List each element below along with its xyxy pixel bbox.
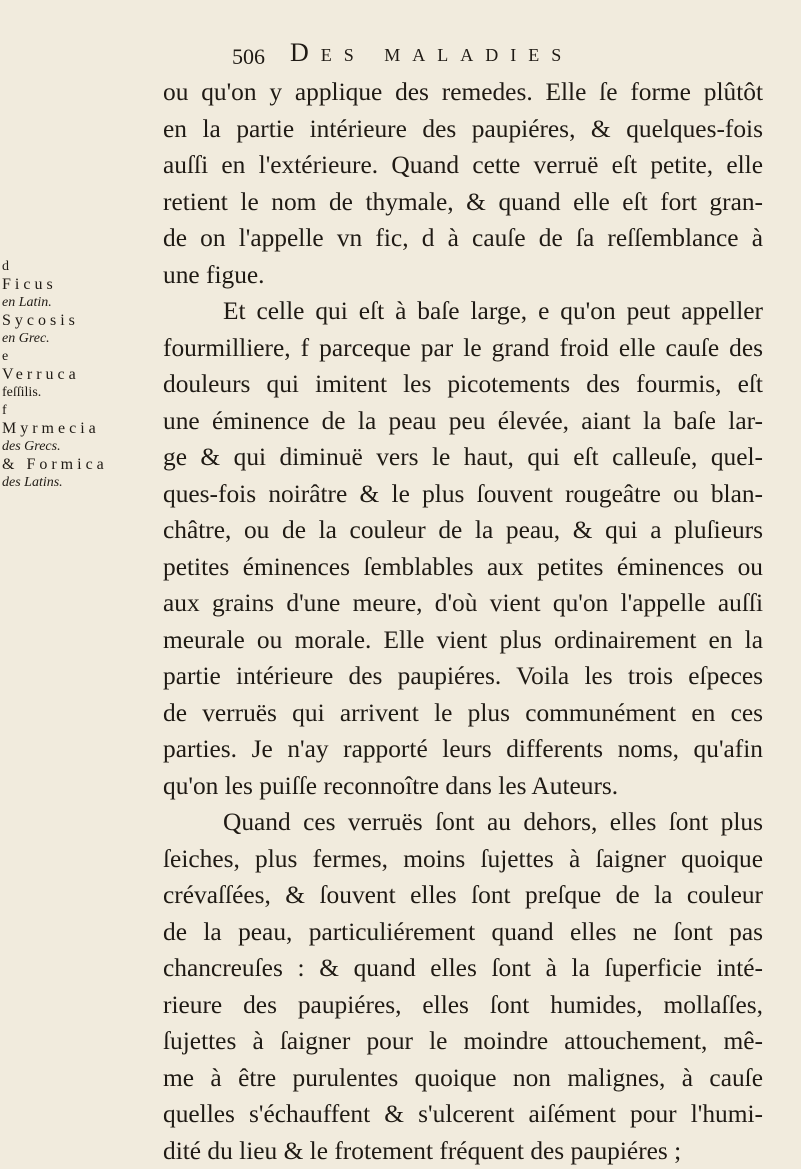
margin-notes bbox=[2, 258, 132, 492]
text-line: auſſi en l'extérieure. Quand cette verruë eſt petite, elle bbox=[163, 147, 763, 184]
text-line: parties. Je n'ay rapporté leurs differents noms, qu'afin bbox=[163, 731, 763, 768]
text-line: retient le nom de thymale, & quand elle eſt fort gran- bbox=[163, 184, 763, 221]
text-line: de verruës qui arrivent le plus communément en ces bbox=[163, 695, 763, 732]
text-line: de la peau, particuliérement quand elles ne ſont pas bbox=[163, 914, 763, 951]
text-line: ſujettes à ſaigner pour le moindre attouchement, mê- bbox=[163, 1023, 763, 1060]
text-line: petites éminences ſemblables aux petites éminences ou bbox=[163, 549, 763, 586]
text-line: ou qu'on y applique des remedes. Elle ſe forme plûtôt bbox=[163, 74, 763, 111]
margin-note: Sycosis bbox=[2, 312, 132, 330]
page-number: 506 bbox=[232, 44, 265, 70]
margin-note: e bbox=[2, 348, 132, 366]
text-line: partie intérieure des paupiéres. Voila les trois eſpeces bbox=[163, 658, 763, 695]
text-line: aux grains d'une meure, d'où vient qu'on l'appelle auſſi bbox=[163, 585, 763, 622]
margin-note: feſſilis. bbox=[2, 384, 132, 402]
margin-note: Ficus bbox=[2, 276, 132, 294]
text-line: chancreuſes : & quand elles ſont à la ſuperficie inté- bbox=[163, 950, 763, 987]
text-line: de on l'appelle vn fic, d à cauſe de ſa reſſemblance à bbox=[163, 220, 763, 257]
margin-note: des Latins. bbox=[2, 474, 132, 492]
margin-note: Myrmecia bbox=[2, 420, 132, 438]
chapter-title: Des maladies bbox=[290, 38, 573, 68]
text-line: fourmilliere, f parceque par le grand froid elle cauſe des bbox=[163, 330, 763, 367]
text-line: me à être purulentes quoique non malignes, à cauſe bbox=[163, 1060, 763, 1097]
text-line: qu'on les puiſſe reconnoître dans les Auteurs. bbox=[163, 768, 763, 805]
text-line: ge & qui diminuë vers le haut, qui eſt calleuſe, quel- bbox=[163, 439, 763, 476]
text-line: ſeiches, plus fermes, moins ſujettes à ſaigner quoique bbox=[163, 841, 763, 878]
text-line: meurale ou morale. Elle vient plus ordinairement en la bbox=[163, 622, 763, 659]
margin-note: Verruca bbox=[2, 366, 132, 384]
running-head bbox=[250, 36, 730, 76]
margin-note: en Grec. bbox=[2, 330, 132, 348]
text-line: ques-fois noirâtre & le plus ſouvent rougeâtre ou blan- bbox=[163, 476, 763, 513]
text-line: douleurs qui imitent les picotements des fourmis, eſt bbox=[163, 366, 763, 403]
margin-note: des Grecs. bbox=[2, 438, 132, 456]
text-line: quelles s'échauffent & s'ulcerent aiſément pour l'humi- bbox=[163, 1096, 763, 1133]
margin-note: d bbox=[2, 258, 132, 276]
margin-note: & Formica bbox=[2, 456, 132, 474]
text-line: châtre, ou de la couleur de la peau, & qui a pluſieurs bbox=[163, 512, 763, 549]
text-line: une figue. bbox=[163, 257, 763, 294]
text-line: crévaſſées, & ſouvent elles ſont preſque de la couleur bbox=[163, 877, 763, 914]
text-line: Et celle qui eſt à baſe large, e qu'on peut appeller bbox=[163, 293, 763, 330]
text-line: une éminence de la peau peu élevée, aiant la baſe lar- bbox=[163, 403, 763, 440]
body-text bbox=[163, 74, 763, 1169]
text-line: en la partie intérieure des paupiéres, & quelques-fois bbox=[163, 111, 763, 148]
margin-note: en Latin. bbox=[2, 294, 132, 312]
text-line: Quand ces verruës ſont au dehors, elles ſont plus bbox=[163, 804, 763, 841]
margin-note: f bbox=[2, 402, 132, 420]
text-line: dité du lieu & le frotement fréquent des paupiéres ; bbox=[163, 1133, 763, 1169]
text-line: rieure des paupiéres, elles ſont humides, mollaſſes, bbox=[163, 987, 763, 1024]
